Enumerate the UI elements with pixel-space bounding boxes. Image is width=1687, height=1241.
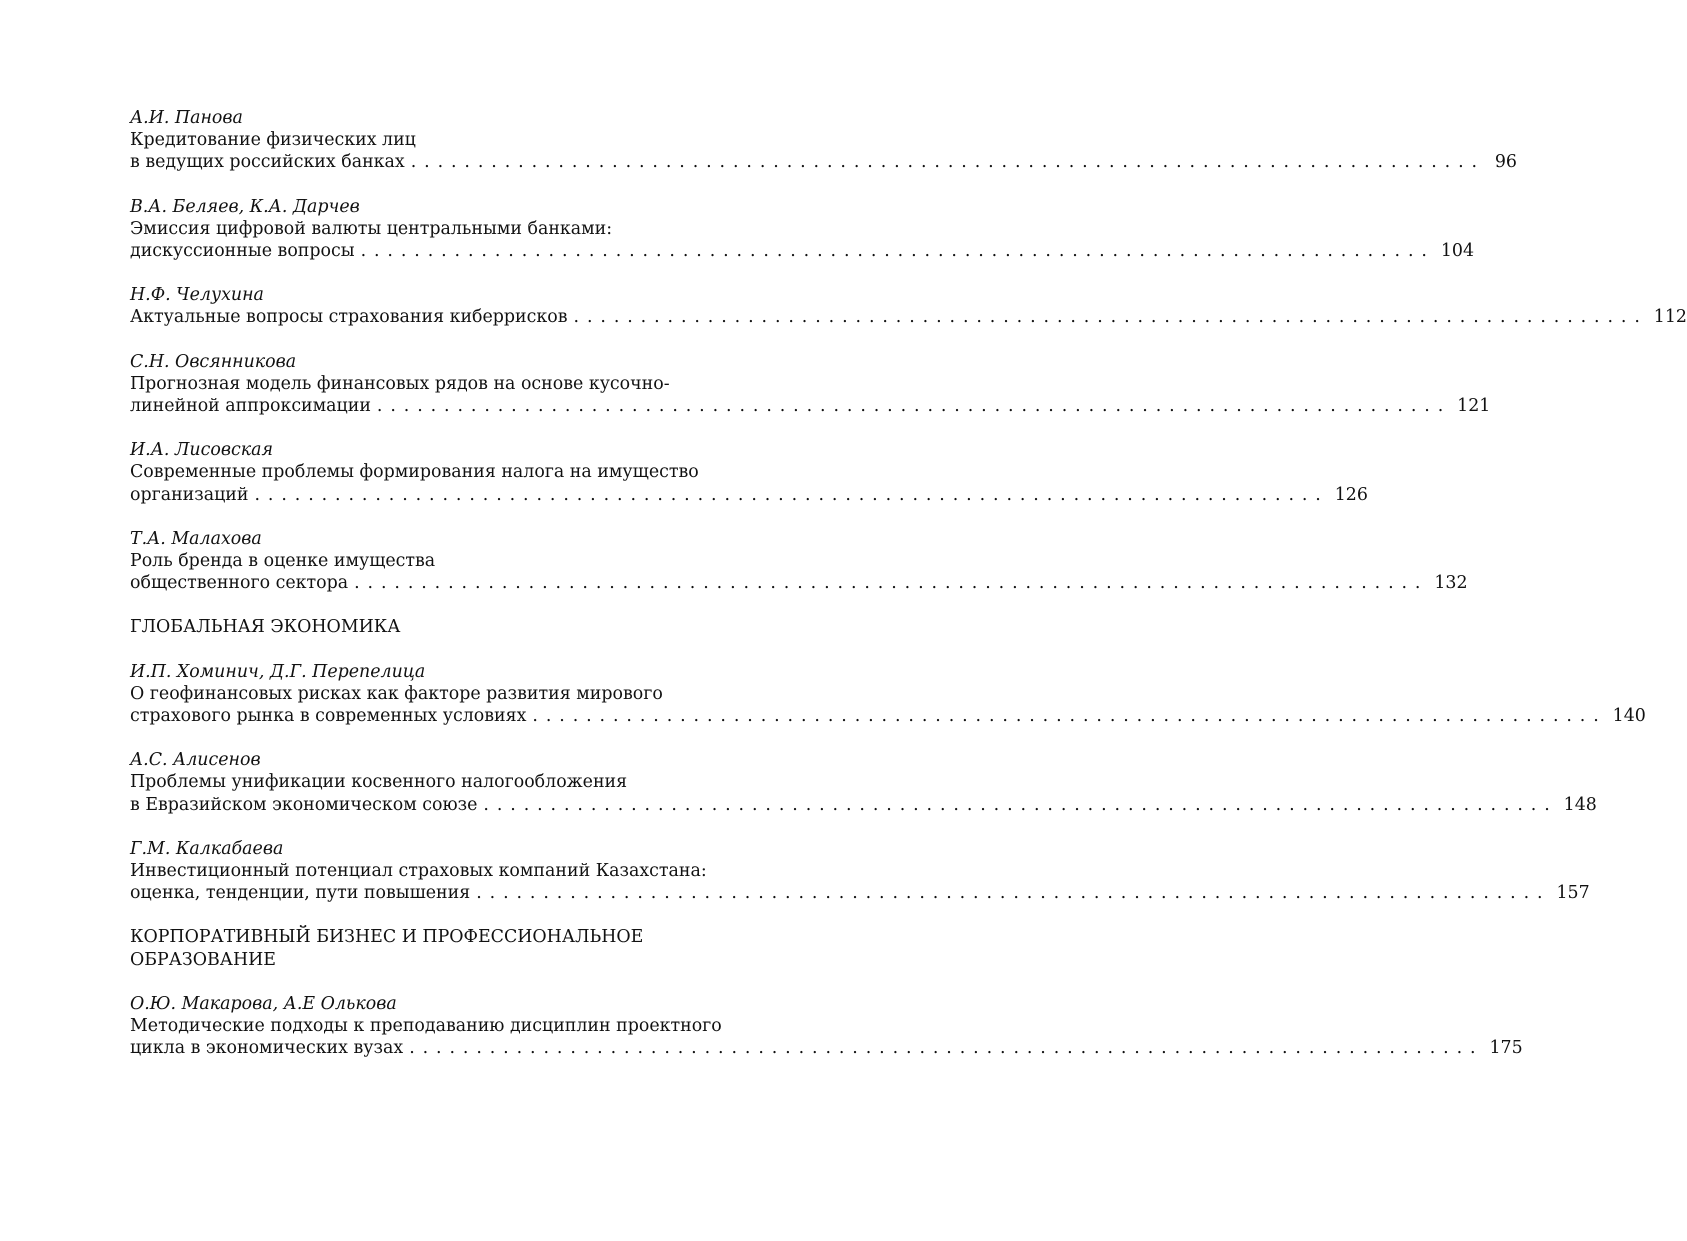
entry-author: И.А. Лисовская bbox=[130, 440, 273, 461]
dot-leader: ................................................................................ bbox=[573, 307, 1648, 328]
entry-title-last-line bbox=[130, 395, 1491, 417]
entry-title-last-line bbox=[130, 151, 1517, 173]
entry-title-line: Современные проблемы формирования налога на имущество bbox=[130, 462, 699, 483]
entry-author: Т.А. Малахова bbox=[130, 528, 262, 549]
entry-title-last-line bbox=[130, 882, 1590, 904]
dot-leader: ................................................................................ bbox=[376, 396, 1452, 417]
dot-leader: ................................................................................ bbox=[354, 573, 1429, 594]
toc-entry[interactable] bbox=[130, 351, 1491, 418]
toc-entry[interactable] bbox=[130, 196, 1475, 263]
entry-title-line: организаций bbox=[130, 484, 249, 505]
entry-author: А.И. Панова bbox=[130, 108, 243, 128]
dot-leader: ................................................................................ bbox=[360, 241, 1435, 262]
entry-title-line: общественного сектора bbox=[130, 573, 349, 594]
toc-entry[interactable] bbox=[130, 838, 1590, 905]
entry-title-line: Прогнозная модель финансовых рядов на основе кусочно- bbox=[130, 373, 670, 394]
entry-title-last-line bbox=[130, 572, 1468, 594]
entry-title-last-line bbox=[130, 794, 1597, 816]
page-number[interactable]: 96 bbox=[1494, 152, 1517, 173]
entry-title-last-line bbox=[130, 240, 1475, 262]
section-heading bbox=[130, 926, 753, 970]
dot-leader: ................................................................................ bbox=[410, 152, 1485, 173]
entry-title-line: Инвестиционный потенциал страховых компаний Казахстана: bbox=[130, 861, 707, 882]
page-number[interactable]: 132 bbox=[1434, 573, 1468, 594]
entry-author: Г.М. Калкабаева bbox=[130, 838, 284, 859]
page-number[interactable]: 112 bbox=[1653, 307, 1687, 328]
page-number[interactable]: 104 bbox=[1440, 241, 1475, 262]
entry-title-line: Проблемы унификации косвенного налогообложения bbox=[130, 772, 628, 793]
page-number[interactable]: 157 bbox=[1556, 883, 1590, 904]
toc-entry[interactable] bbox=[130, 993, 1523, 1060]
entry-author: И.П. Хоминич, Д.Г. Перепелица bbox=[130, 661, 426, 682]
toc-entry[interactable] bbox=[130, 661, 1646, 728]
entry-title-line: цикла в экономических вузах bbox=[130, 1038, 404, 1059]
entry-title-line: линейной аппроксимации bbox=[130, 396, 371, 417]
entry-title-line: О геофинансовых рисках как факторе развития мирового bbox=[130, 683, 663, 704]
toc-entry[interactable] bbox=[130, 284, 1687, 328]
entry-author: Н.Ф. Челухина bbox=[130, 285, 264, 306]
entry-title-line: страхового рынка в современных условиях bbox=[130, 706, 527, 727]
entry-title-line: оценка, тенденции, пути повышения bbox=[130, 883, 471, 904]
section-heading-line: КОРПОРАТИВНЫЙ БИЗНЕС И ПРОФЕССИОНАЛЬНОЕ bbox=[130, 927, 644, 948]
entry-title-line: Кредитование физических лиц bbox=[130, 130, 416, 151]
toc-entry[interactable] bbox=[130, 528, 1468, 595]
entry-title-line: Актуальные вопросы страхования киберрисков bbox=[130, 307, 568, 328]
dot-leader: ................................................................................ bbox=[409, 1038, 1484, 1059]
entry-author: С.Н. Овсянникова bbox=[130, 351, 297, 372]
toc-entry[interactable] bbox=[130, 107, 1517, 174]
entry-title-line: Методические подходы к преподаванию дисциплин проектного bbox=[130, 1016, 722, 1037]
entry-title-last-line bbox=[130, 705, 1646, 727]
section-heading bbox=[130, 616, 753, 638]
entry-title-line: в Евразийском экономическом союзе bbox=[130, 794, 478, 815]
entry-author: В.А. Беляев, К.А. Дарчев bbox=[130, 196, 360, 217]
table-of-contents bbox=[130, 107, 1687, 1082]
entry-title-line: Эмиссия цифровой валюты центральными банками: bbox=[130, 218, 613, 239]
section-heading-line: ОБРАЗОВАНИЕ bbox=[130, 949, 276, 970]
dot-leader: ................................................................................ bbox=[532, 706, 1607, 727]
page-number[interactable]: 148 bbox=[1563, 794, 1597, 815]
page-number[interactable]: 175 bbox=[1489, 1038, 1523, 1059]
entry-title-line: в ведущих российских банках bbox=[130, 152, 405, 173]
entry-title-last-line bbox=[130, 484, 1368, 506]
page-number[interactable]: 121 bbox=[1457, 396, 1491, 417]
dot-leader: ................................................................................ bbox=[476, 883, 1551, 904]
dot-leader: ................................................................................ bbox=[483, 794, 1558, 815]
toc-entry[interactable] bbox=[130, 749, 1597, 816]
entry-title-last-line bbox=[130, 1037, 1523, 1059]
page-number[interactable]: 126 bbox=[1334, 484, 1368, 505]
entry-author: А.С. Алисенов bbox=[130, 750, 261, 771]
entry-author: О.Ю. Макарова, А.Е Олькова bbox=[130, 993, 397, 1014]
page-number[interactable]: 140 bbox=[1612, 706, 1646, 727]
section-heading-line: ГЛОБАЛЬНАЯ ЭКОНОМИКА bbox=[130, 617, 401, 638]
entry-title-last-line bbox=[130, 306, 1687, 328]
entry-title-line: Роль бренда в оценке имущества bbox=[130, 551, 436, 572]
dot-leader: ................................................................................ bbox=[254, 484, 1329, 505]
entry-title-line: дискуссионные вопросы bbox=[130, 241, 355, 262]
toc-entry[interactable] bbox=[130, 439, 1368, 506]
